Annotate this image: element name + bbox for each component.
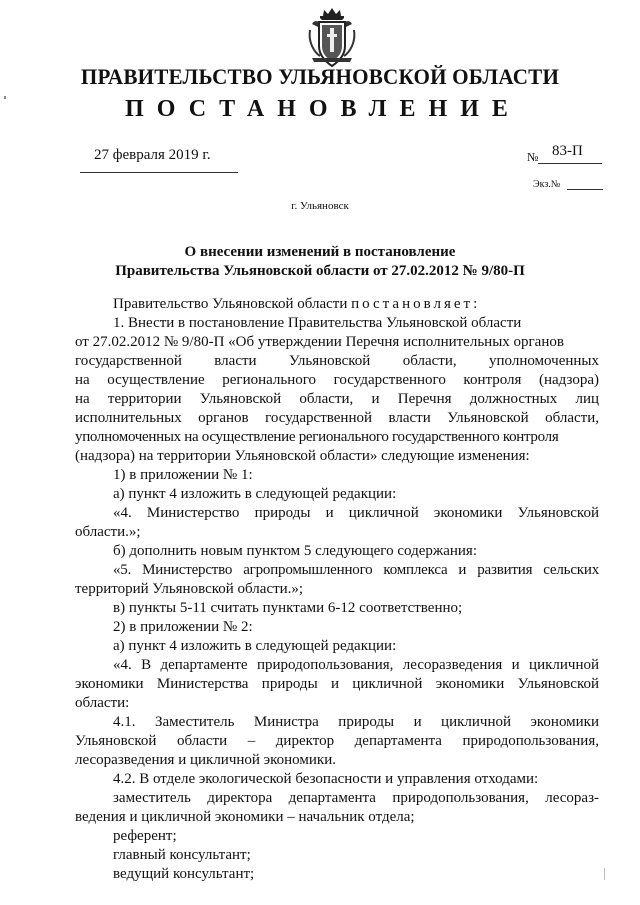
paragraph-line: государственной власти Ульяновской области, уполномоченных	[75, 353, 599, 369]
number-sign: №	[527, 150, 539, 164]
subject-line: Правительства Ульяновской области от 27.02.2012 № 9/80-П	[115, 263, 525, 279]
paragraph-line: «4. В департаменте природопользования, лесоразведения и цикличной	[113, 657, 599, 673]
paragraph-line: исполнительных органов государственной власти Ульяновской области,	[75, 410, 599, 426]
paragraph-line: (надзора) на территории Ульяновской области» следующие изменения:	[75, 448, 530, 464]
coat-of-arms-icon	[306, 6, 358, 70]
document-type: ПОСТАНОВЛЕНИЕ	[125, 96, 521, 122]
document-subject	[0, 243, 640, 281]
intro-text: Правительство Ульяновской области	[113, 296, 348, 312]
city: г. Ульяновск	[291, 200, 349, 212]
paragraph-line: от 27.02.2012 № 9/80-П «Об утверждении Перечня исполнительных органов	[75, 334, 564, 350]
paragraph-line: лесоразведения и цикличной экономики.	[75, 752, 336, 768]
paragraph-line: ведения и цикличной экономики – начальник отдела;	[75, 809, 415, 825]
paragraph-line: 4.1. Заместитель Министра природы и цикличной экономики	[113, 714, 599, 730]
date-underline	[80, 172, 238, 173]
intro-verb: постановляет:	[351, 296, 481, 312]
intro-paragraph	[75, 295, 599, 314]
document-number: 83-П	[552, 143, 583, 159]
paragraph-line: территорий Ульяновской области.»;	[75, 581, 304, 597]
paragraph-line: заместитель директора департамента природопользования, лесораз-	[113, 790, 599, 806]
copy-number-underline	[567, 189, 603, 190]
paragraph-line: референт;	[113, 828, 177, 844]
paragraph-line: экономики Министерства природы и цикличной экономики Ульяновской	[75, 676, 599, 692]
document-body	[75, 295, 599, 884]
paragraph-line: 1) в приложении № 1:	[113, 467, 253, 483]
paragraph-line: 2) в приложении № 2:	[113, 619, 253, 635]
document-date: 27 февраля 2019 г.	[94, 147, 211, 163]
paragraph-line: уполномоченных на осуществление регионального государственного контроля	[75, 429, 559, 445]
copy-number-label: Экз.№	[533, 179, 561, 190]
paragraph-line: области.»;	[75, 524, 141, 540]
paragraph-line: «5. Министерство агропромышленного комплекса и развития сельских	[113, 562, 599, 578]
paragraph-line: на осуществление регионального государственного контроля (надзора)	[75, 372, 599, 388]
paragraph-line: области:	[75, 695, 130, 711]
paragraph-line: Ульяновской области – директор департамента природопользования,	[75, 733, 599, 749]
government-title: ПРАВИТЕЛЬСТВО УЛЬЯНОВСКОЙ ОБЛАСТИ	[80, 64, 560, 89]
paragraph-line: а) пункт 4 изложить в следующей редакции:	[113, 486, 397, 502]
paragraph-line: на территории Ульяновской области, и Перечня должностных лиц	[75, 391, 599, 407]
paragraph-line: 1. Внести в постановление Правительства Ульяновской области	[113, 315, 522, 331]
margin-mark	[604, 868, 605, 880]
paragraph-line: ведущий консультант;	[113, 866, 255, 882]
paragraph-line: главный консультант;	[113, 847, 251, 863]
subject-line: О внесении изменений в постановление	[184, 244, 456, 260]
number-underline	[538, 163, 602, 164]
paragraph-line: в) пункты 5-11 считать пунктами 6-12 соответственно;	[113, 600, 463, 616]
paragraph-line: «4. Министерство природы и цикличной экономики Ульяновской	[113, 505, 599, 521]
paragraph-line: 4.2. В отделе экологической безопасности и управления отходами:	[113, 771, 539, 787]
paragraph-line: б) дополнить новым пунктом 5 следующего содержания:	[113, 543, 477, 559]
paragraph-line: а) пункт 4 изложить в следующей редакции:	[113, 638, 397, 654]
